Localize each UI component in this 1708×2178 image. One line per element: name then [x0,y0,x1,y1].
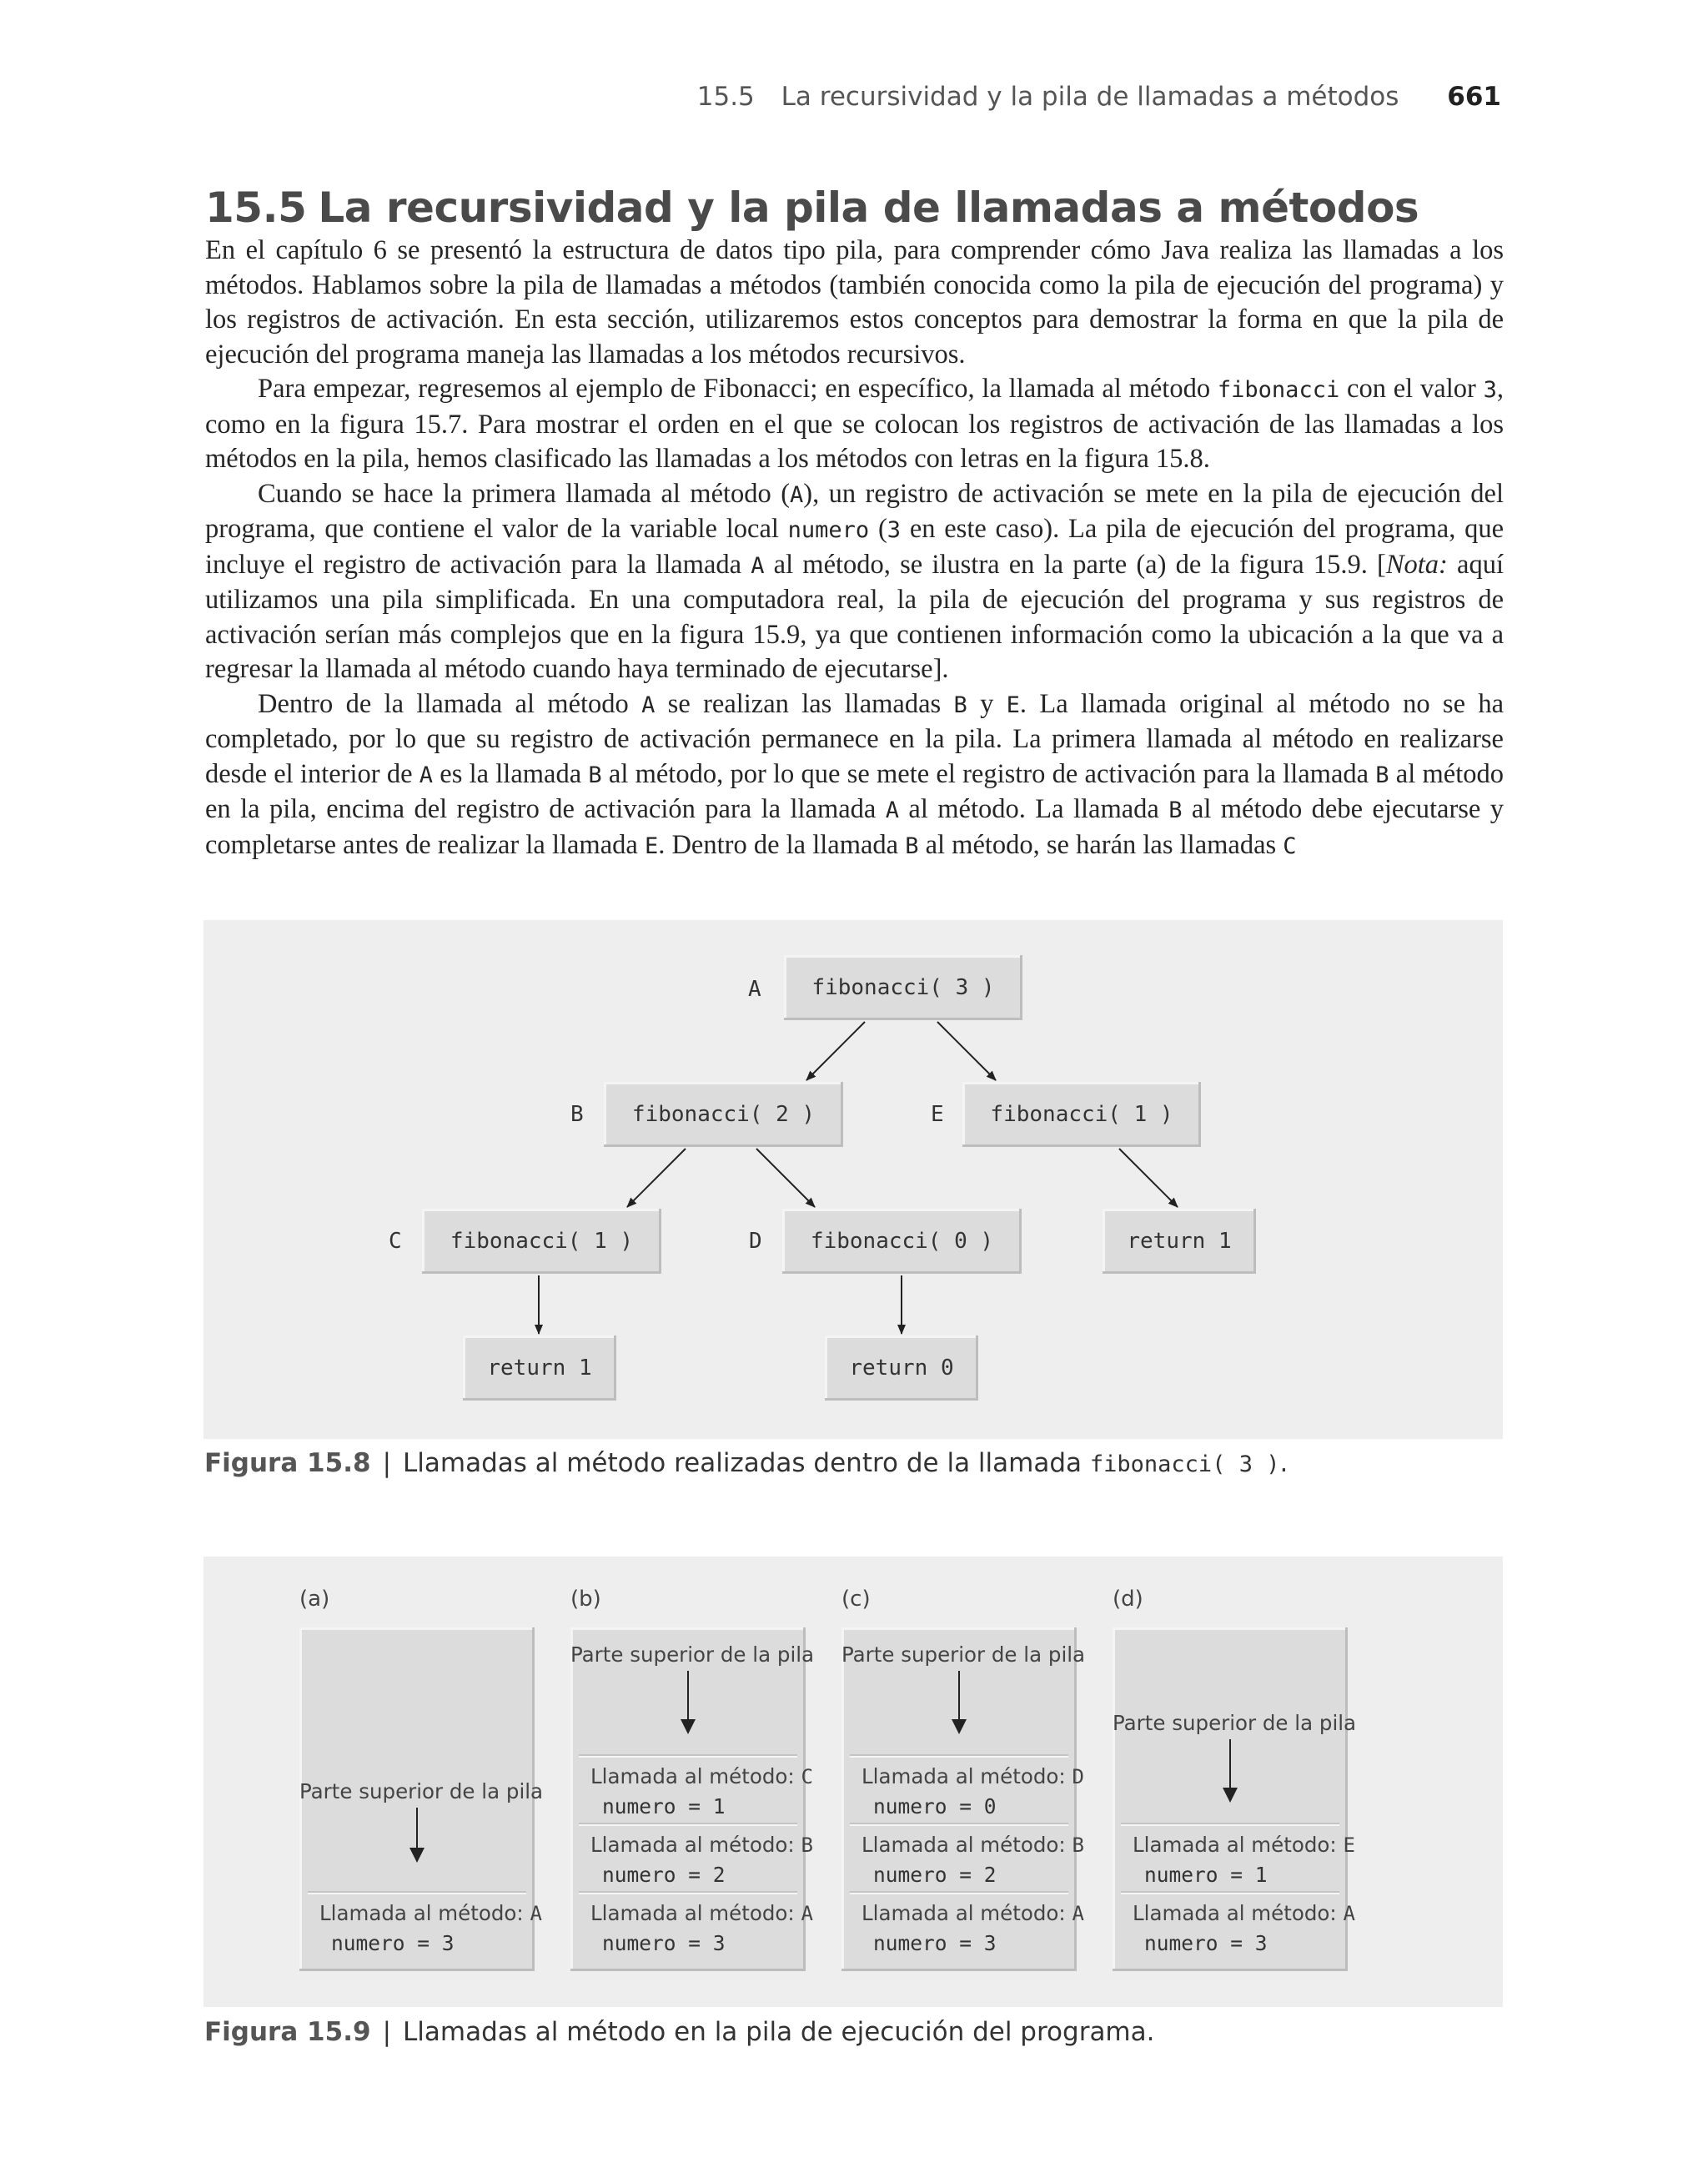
stack-top-label: Parte superior de la pila [570,1642,815,1667]
stack-top-arrow-icon [687,1671,689,1731]
paragraph-3: Cuando se hace la primera llamada al método (A), un registro de activación se mete en la pila de ejecución del programa, que contiene el valor de la variable local numero (3 en este caso). La pila de ejecución del programa, que incluye el registro de activación para la llamada A al método, se ilustra en la parte (a) de la figura 15.9. [Nota: aquí utilizamos una pila simplificada. En una computadora real, la pila de ejecución del programa y sus registros de activación serían más complejos que en la figura 15.9, ya que contienen información como la ubicación a la que va a regresar la llamada al método cuando haya terminado de ejecutarse]. [205,478,1505,684]
body-text [205,234,1504,863]
figure-15-9-stacks [203,1557,1503,2007]
section-title: La recursividad y la pila de llamadas a métodos [318,184,1419,232]
node-a-fibonacci-3: fibonacci( 3 ) [784,955,1022,1020]
arrow-b-to-d [756,1149,815,1207]
panel-a-label: (a) [299,1587,330,1612]
stack-record: Llamada al método: E numero = 1 [1121,1824,1339,1893]
node-c-letter: C [389,1229,402,1254]
node-d-letter: D [749,1229,762,1254]
stack-record: Llamada al método: A numero = 3 [308,1893,526,1961]
node-e-return-1: return 1 [1103,1209,1256,1274]
node-c-fibonacci-1: fibonacci( 1 ) [422,1209,661,1274]
stack-record: Llamada al método: B numero = 2 [579,1824,797,1893]
section-heading [205,184,1419,232]
node-b-letter: B [570,1102,584,1127]
stack-top-arrow-icon [416,1808,418,1859]
page-number: 661 [1447,82,1501,112]
stack-top-arrow-icon [958,1671,960,1731]
figure-15-8-caption: Figura 15.8 | Llamadas al método realizadas dentro de la llamada fibonacci( 3 ). [204,1448,1289,1478]
arrow-a-to-e [937,1022,996,1080]
paragraph-1: En el capítulo 6 se presentó la estructura de datos tipo pila, para comprender cómo Java realiza las llamadas a los métodos. Hablamos sobre la pila de llamadas a métodos (también conocida como la pila de ejecución del programa) y los registros de activación. En esta sección, utilizaremos estos conceptos para demostrar la forma en que la pila de ejecución del programa maneja las llamadas a los métodos recursivos. [205,235,1504,370]
running-header [0,82,1501,112]
stack-record: Llamada al método: A numero = 3 [579,1893,797,1961]
stack-panel-b [570,1627,815,1971]
section-number: 15.5 [205,184,307,232]
panel-c-label: (c) [841,1587,871,1612]
stack-top-label: Parte superior de la pila [841,1642,1086,1667]
paragraph-2: Para empezar, regresemos al ejemplo de Fibonacci; en específico, la llamada al método fibonacci con el valor 3, como en la figura 15.7. Para mostrar el orden en el que se colocan los registros de activación de las llamadas a los métodos en la pila, hemos clasificado las llamadas a los métodos con letras en la figura 15.8. [205,374,1504,474]
stack-top-label: Parte superior de la pila [299,1779,544,1803]
stack-record: Llamada al método: A numero = 3 [1121,1893,1339,1961]
stack-record: Llamada al método: C numero = 1 [579,1756,797,1824]
header-section-title: La recursividad y la pila de llamadas a métodos [781,82,1399,112]
stack-top-arrow-icon [1229,1739,1231,1799]
paragraph-4: Dentro de la llamada al método A se realizan las llamadas B y E. La llamada original al método no se ha completado, por lo que su registro de activación permanece en la pila. La primera llamada al método en realizarse desde el interior de A es la llamada B al método, por lo que se mete el registro de activación para la llamada B al método en la pila, encima del registro de activación para la llamada A al método. La llamada B al método debe ejecutarse y completarse antes de realizar la llamada E. Dentro de la llamada B al método, se harán las llamadas C [205,688,1504,860]
stack-panel-a [299,1627,544,1971]
arrow-e-to-return [1119,1149,1178,1207]
node-a-letter: A [748,977,761,1002]
node-e-fibonacci-1: fibonacci( 1 ) [962,1082,1201,1147]
node-b-fibonacci-2: fibonacci( 2 ) [604,1082,843,1147]
panel-b-label: (b) [570,1587,601,1612]
node-d-return-0: return 0 [825,1335,978,1401]
stack-record: Llamada al método: A numero = 3 [850,1893,1068,1961]
arrow-a-to-b [806,1022,865,1080]
figure-15-9-number: Figura 15.9 [204,2017,371,2047]
arrow-b-to-c [627,1149,686,1207]
header-section-number: 15.5 [696,82,755,112]
stack-top-label: Parte superior de la pila [1113,1711,1357,1735]
stack-record: Llamada al método: B numero = 2 [850,1824,1068,1893]
panel-d-label: (d) [1113,1587,1143,1612]
node-c-return-1: return 1 [463,1335,616,1401]
figure-15-8-number: Figura 15.8 [204,1448,371,1478]
stack-panel-c [841,1627,1086,1971]
node-e-letter: E [931,1102,944,1127]
stack-panel-d [1113,1627,1357,1971]
figure-15-9-caption: Figura 15.9 | Llamadas al método en la pila de ejecución del programa. [204,2017,1155,2047]
figure-15-8-call-tree [203,920,1503,1439]
node-d-fibonacci-0: fibonacci( 0 ) [782,1209,1022,1274]
stack-record: Llamada al método: D numero = 0 [850,1756,1068,1824]
